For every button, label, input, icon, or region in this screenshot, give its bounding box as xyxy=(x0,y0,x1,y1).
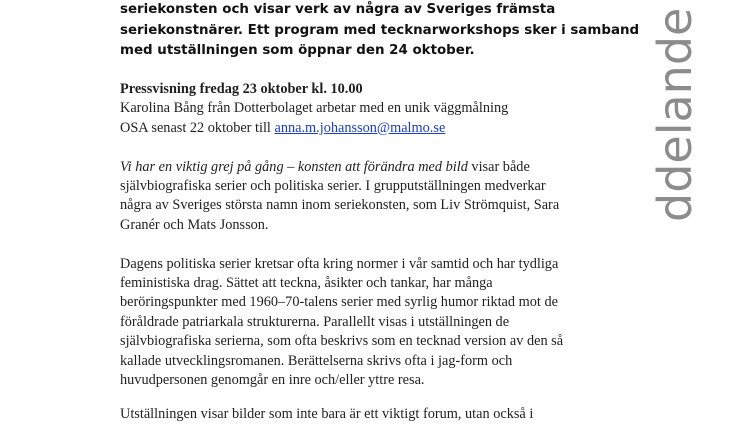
side-label-text: ddelande xyxy=(648,7,702,222)
para1-line: Granér och Mats Jonsson. xyxy=(120,216,269,233)
lead-paragraph xyxy=(120,0,640,62)
para2-line: beröringspunkter med 1960–70-talens serier med syrlig humor riktad mot de xyxy=(120,294,558,311)
body-text xyxy=(120,80,620,390)
para2-line: självbiografiska serierna, som ofta beskrivs som en tecknad version av den så xyxy=(120,333,564,350)
para1-line xyxy=(120,158,620,177)
osa-prefix: OSA senast 22 oktober till xyxy=(120,119,275,136)
lead-line: med utställningen som öppnar den 24 oktober. xyxy=(120,43,475,58)
para1-line: självbiografiska serier och politiska serier. I grupputställningen medverkar xyxy=(120,178,546,195)
para1-line1-rest: visar både xyxy=(467,158,530,175)
para1-line: några av Sveriges största namn inom seriekonsten, som Liv Strömquist, Sara xyxy=(120,197,560,214)
lead-line: seriekonsten och visar verk av några av Sveriges främsta xyxy=(120,2,556,17)
paragraph-gap xyxy=(120,138,620,157)
exhibition-title: Vi har en viktig grej på gång – konsten att förändra med bild xyxy=(120,158,468,175)
para2-line: feministiska drag. Sättet att teckna, åsikter och tankar, har många xyxy=(120,275,493,292)
press-line: Karolina Bång från Dotterbolaget arbetar med en unik väggmålning xyxy=(120,100,509,117)
osa-line xyxy=(120,119,620,138)
para2-line: föråldrade patriarkala strukturerna. Parallellt visas i utställningen de xyxy=(120,313,510,330)
cut-off-line: Utställningen visar bilder som inte bara är ett viktigt forum, utan också i xyxy=(120,406,534,422)
para2-line: Dagens politiska serier kretsar ofta kring normer i vår samtid och har tydliga xyxy=(120,255,559,272)
paragraph-gap xyxy=(120,235,620,254)
lead-line: seriekonstnärer. Ett program med tecknarworkshops sker i samband xyxy=(120,22,640,38)
para2-line: huvudpersonen genomgår en inre och/eller yttre resa. xyxy=(120,372,425,389)
para2-line: kallade utvecklingsromanen. Berättelserna skrivs ofta i jag-form och xyxy=(120,352,513,369)
press-heading: Pressvisning fredag 23 oktober kl. 10.00 xyxy=(120,81,363,97)
side-label xyxy=(648,0,708,225)
email-link[interactable]: anna.m.johansson@malmo.se xyxy=(274,119,446,136)
